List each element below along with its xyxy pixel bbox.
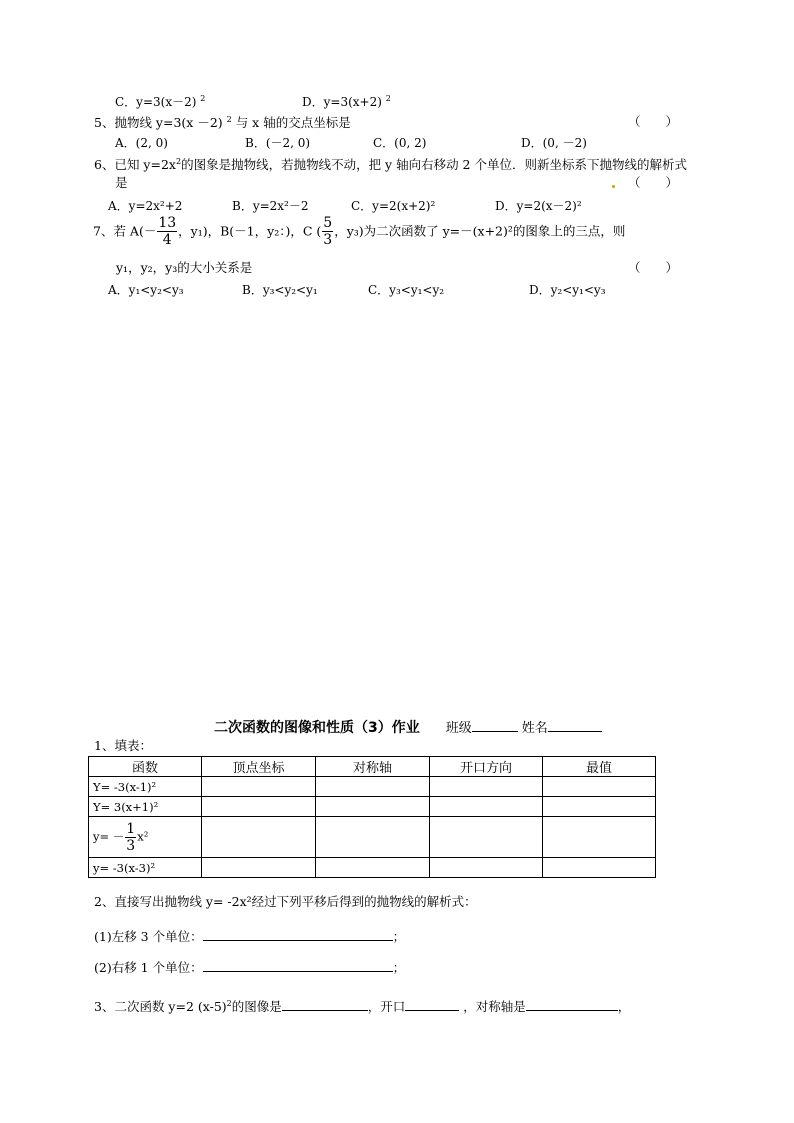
q7-option-b: B．y₃<y₂<y₁ <box>242 283 318 297</box>
name-label: 姓名 <box>521 721 548 736</box>
q7-option-a: A．y₁<y₂<y₃ <box>108 283 184 297</box>
answer-cell[interactable] <box>543 858 656 878</box>
q7-stem: 7、若 A(－ $\frac{13}{4}$ ，y₁)，B(－1，y₂：)，C ( $\frac{5}{3}$ ，y₃)为二次函数了 y=－(x+2)²的图象上的三点，则 <box>93 215 626 248</box>
q3-axis-blank[interactable] <box>526 998 618 1011</box>
q2-part-a: (1)左移 3 个单位： ； <box>94 929 406 944</box>
header-function: 函数 <box>89 757 202 777</box>
answer-cell[interactable] <box>202 777 316 797</box>
answer-cell[interactable] <box>316 777 430 797</box>
header-extremum: 最值 <box>543 757 656 777</box>
homework-title: 二次函数的图像和性质（3）作业 <box>214 720 420 736</box>
answer-cell[interactable] <box>202 858 316 878</box>
q6-option-d: D．y=2(x－2)² <box>495 199 582 213</box>
q4-option-d: D．y=3(x+2) $^2$ <box>302 94 391 109</box>
q2-a-blank[interactable] <box>203 928 393 941</box>
answer-cell[interactable] <box>430 797 543 817</box>
header-opening: 开口方向 <box>430 757 543 777</box>
function-cell: y= － $\frac{1}{3}$ x² <box>89 817 202 858</box>
answer-cell[interactable] <box>316 858 430 878</box>
q3-graph-blank[interactable] <box>282 998 368 1011</box>
q5-option-b: B．(－2, 0) <box>245 136 311 150</box>
name-blank[interactable] <box>548 719 602 732</box>
q6-stem-line2: 是 <box>115 175 128 190</box>
function-cell: Y= 3(x+1)² <box>89 797 202 817</box>
q1-label: 1、填表： <box>94 738 152 753</box>
table-row <box>89 817 656 858</box>
q3-stem: 3、二次函数 y=2 $(x-5)^2$的图像是 ，开口 ，对称轴是 ， <box>94 998 631 1014</box>
table-row <box>89 777 656 797</box>
answer-cell[interactable] <box>202 797 316 817</box>
answer-cell[interactable] <box>316 817 430 858</box>
table-header-row <box>89 757 656 777</box>
q2-stem: 2、直接写出抛物线 y= -2x²经过下列平移后得到的抛物线的解析式： <box>94 894 477 909</box>
header-vertex: 顶点坐标 <box>202 757 316 777</box>
function-cell: Y= -3(x-1)² <box>89 777 202 797</box>
q6-option-b: B．y=2x²－2 <box>232 199 309 213</box>
answer-cell[interactable] <box>430 817 543 858</box>
q2-b-blank[interactable] <box>203 959 393 972</box>
fill-table <box>88 756 656 878</box>
q5-answer-paren: （ ） <box>628 114 679 129</box>
q4-option-c: C．y=3(x－2) $^2$ <box>115 94 206 109</box>
q3-opening-blank[interactable] <box>405 998 459 1011</box>
q2-part-b: (2)右移 1 个单位： ； <box>94 960 406 975</box>
q6-option-a: A．y=2x²+2 <box>108 199 183 213</box>
answer-cell[interactable] <box>543 777 656 797</box>
answer-cell[interactable] <box>543 797 656 817</box>
q7-answer-paren: （ ） <box>628 260 679 275</box>
q5-option-c: C．(0, 2) <box>373 136 427 150</box>
answer-cell[interactable] <box>316 797 430 817</box>
table-row <box>89 797 656 817</box>
class-blank[interactable] <box>472 719 518 732</box>
answer-cell[interactable] <box>430 858 543 878</box>
q5-stem: 5、抛物线 y=3(x －2) $^2$ 与 x 轴的交点坐标是 <box>94 115 351 131</box>
q7-option-c: C．y₃<y₁<y₂ <box>368 283 445 297</box>
q5-option-d: D．(0, －2) <box>521 136 587 150</box>
class-label: 班级 <box>445 721 472 736</box>
answer-cell[interactable] <box>430 777 543 797</box>
q6-option-c: C．y=2(x+2)² <box>351 199 436 213</box>
homework-title-line <box>214 719 602 735</box>
q6-answer-paren: （ ） <box>628 175 679 190</box>
header-axis: 对称轴 <box>316 757 430 777</box>
answer-cell[interactable] <box>202 817 316 858</box>
table-row <box>89 858 656 878</box>
stray-dot <box>612 185 615 188</box>
q6-stem: 6、已知 $y=2x^2$的图象是抛物线，若抛物线不动，把 y 轴向右移动 2 个单位．则新坐标系下抛物线的解析式 <box>94 157 687 173</box>
fraction-1-3: $\frac{1}{3}$ <box>126 820 136 854</box>
fraction-5-3: $\frac{5}{3}$ <box>323 215 333 248</box>
q7-option-d: D．y₂<y₁<y₃ <box>529 283 606 297</box>
answer-cell[interactable] <box>543 817 656 858</box>
function-cell: y= -3(x-3)² <box>89 858 202 878</box>
q5-option-a: A．(2, 0) <box>115 136 168 150</box>
fraction-13-4: $\frac{13}{4}$ <box>158 215 177 248</box>
q7-stem-line2: y₁，y₂，y₃的大小关系是 <box>116 260 253 275</box>
